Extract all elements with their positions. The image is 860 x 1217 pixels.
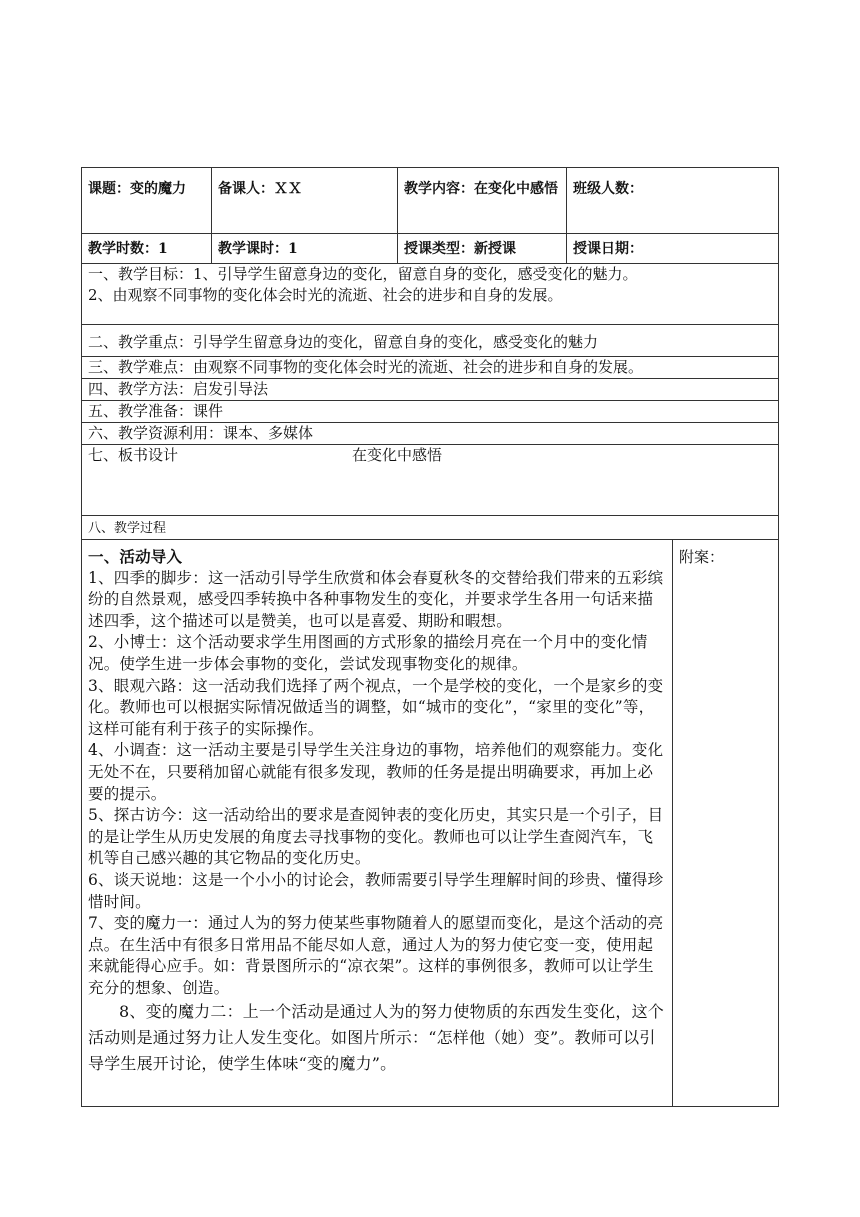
preparation-text: 五、教学准备：课件: [88, 402, 224, 420]
date-label: 授课日期：: [573, 241, 643, 257]
process-item-3: 3、眼观六路：这一活动我们选择了两个视点，一个是学校的变化，一个是家乡的变化。教师也可以根据实际情况做适当的调整，如“城市的变化”，“家里的变化”等，这样可能有利于孩子的实际操作。: [88, 676, 664, 738]
resources-cell: [82, 423, 779, 445]
key-points-text: 二、教学重点：引导学生留意身边的变化，留意自身的变化，感受变化的魅力: [88, 333, 599, 351]
board-label: 七、板书设计: [88, 446, 179, 464]
resources-row: [82, 423, 779, 445]
process-heading: 一、活动导入: [88, 547, 183, 566]
process-body-row: [82, 540, 779, 1107]
methods-cell: [82, 379, 779, 401]
process-label: 八、教学过程: [88, 521, 167, 536]
session-cell: [212, 234, 398, 264]
methods-text: 四、教学方法：启发引导法: [88, 380, 269, 398]
process-item-2: 2、小博士：这个活动要求学生用图画的方式形象的描绘月亮在一个月中的变化情况。使学生进一步体会事物的变化，尝试发现事物变化的规律。: [88, 633, 648, 673]
key-points-cell: [82, 325, 779, 357]
goals-line-1: 一、教学目标：1、引导学生留意身边的变化，留意自身的变化，感受变化的魅力。: [88, 265, 638, 283]
date-cell: [567, 234, 779, 264]
process-item-5: 5、探古访今：这一活动给出的要求是查阅钟表的变化历史，其实只是一个引子，目的是让学生从历史发展的角度去寻找事物的变化。教师也可以让学生查阅汽车，飞机等自己感兴趣的其它物品的变化历史。: [88, 806, 664, 868]
class-size-cell: [567, 168, 779, 234]
preparer-label: 备课人：ＸＸ: [218, 181, 302, 197]
header-row-1: [82, 168, 779, 234]
process-item-4: 4、小调查：这一活动主要是引导学生关注身边的事物，培养他们的观察能力。变化无处不在，只要稍加留心就能有很多发现，教师的任务是提出明确要求，再加上必要的提示。: [88, 741, 664, 803]
topic-label: 课题：变的魔力: [88, 181, 186, 197]
process-cell: [82, 516, 779, 540]
resources-text: 六、教学资源利用：课本、多媒体: [88, 424, 314, 442]
topic-cell: [82, 168, 212, 234]
methods-row: [82, 379, 779, 401]
preparation-cell: [82, 401, 779, 423]
appendix-cell: [673, 540, 779, 1107]
type-cell: [398, 234, 567, 264]
process-item-1: 1、四季的脚步：这一活动引导学生欣赏和体会春夏秋冬的交替给我们带来的五彩缤纷的自然景观，感受四季转换中各种事物发生的变化，并要求学生各用一句话来描述四季，这个描述可以是赞美，也可以是喜爱、期盼和暇想。: [88, 568, 664, 630]
class-size-label: 班级人数：: [573, 181, 643, 197]
goals-cell: [82, 264, 779, 325]
process-item-7: 7、变的魔力一：通过人为的努力使某些事物随着人的愿望而变化，是这个活动的亮点。在生活中有很多日常用品不能尽如人意，通过人为的努力使它变一变，使用起来就能得心应手。如：背景图所示的“凉衣架”。这样的事例很多，教师可以让学生充分的想象、创造。: [88, 914, 664, 997]
process-item-8: 8、变的魔力二：上一个活动是通过人为的努力使物质的东西发生变化，这个活动则是通过努力让人发生变化。如图片所示：“怎样他（她）变”。教师可以引导学生展开讨论，使学生体味“变的魔力”。: [88, 1002, 664, 1074]
preparation-row: [82, 401, 779, 423]
goals-line-2: 2、由观察不同事物的变化体会时光的流逝、社会的进步和自身的发展。: [88, 286, 563, 304]
hours-cell: [82, 234, 212, 264]
difficulties-text: 三、教学难点：由观察不同事物的变化体会时光的流逝、社会的进步和自身的发展。: [88, 358, 644, 376]
lesson-plan-table: [81, 167, 779, 1107]
process-row: [82, 516, 779, 540]
board-row: [82, 445, 779, 516]
type-label: 授课类型：新授课: [404, 241, 516, 257]
preparer-cell: [212, 168, 398, 234]
appendix-label: 附案：: [679, 548, 725, 566]
process-item-6: 6、谈天说地：这是一个小小的讨论会，教师需要引导学生理解时间的珍贵、懂得珍惜时间。: [88, 870, 664, 911]
content-cell: [398, 168, 567, 234]
session-label: 教学课时：1: [218, 241, 298, 257]
key-points-row: [82, 325, 779, 357]
header-row-2: [82, 234, 779, 264]
content-label: 教学内容：在变化中感悟: [404, 181, 558, 197]
goals-row: [82, 264, 779, 325]
difficulties-row: [82, 357, 779, 379]
board-content: 在变化中感悟: [352, 446, 443, 464]
process-body-cell: [82, 540, 673, 1107]
difficulties-cell: [82, 357, 779, 379]
hours-label: 教学时数：1: [88, 241, 168, 257]
board-cell: [82, 445, 779, 516]
